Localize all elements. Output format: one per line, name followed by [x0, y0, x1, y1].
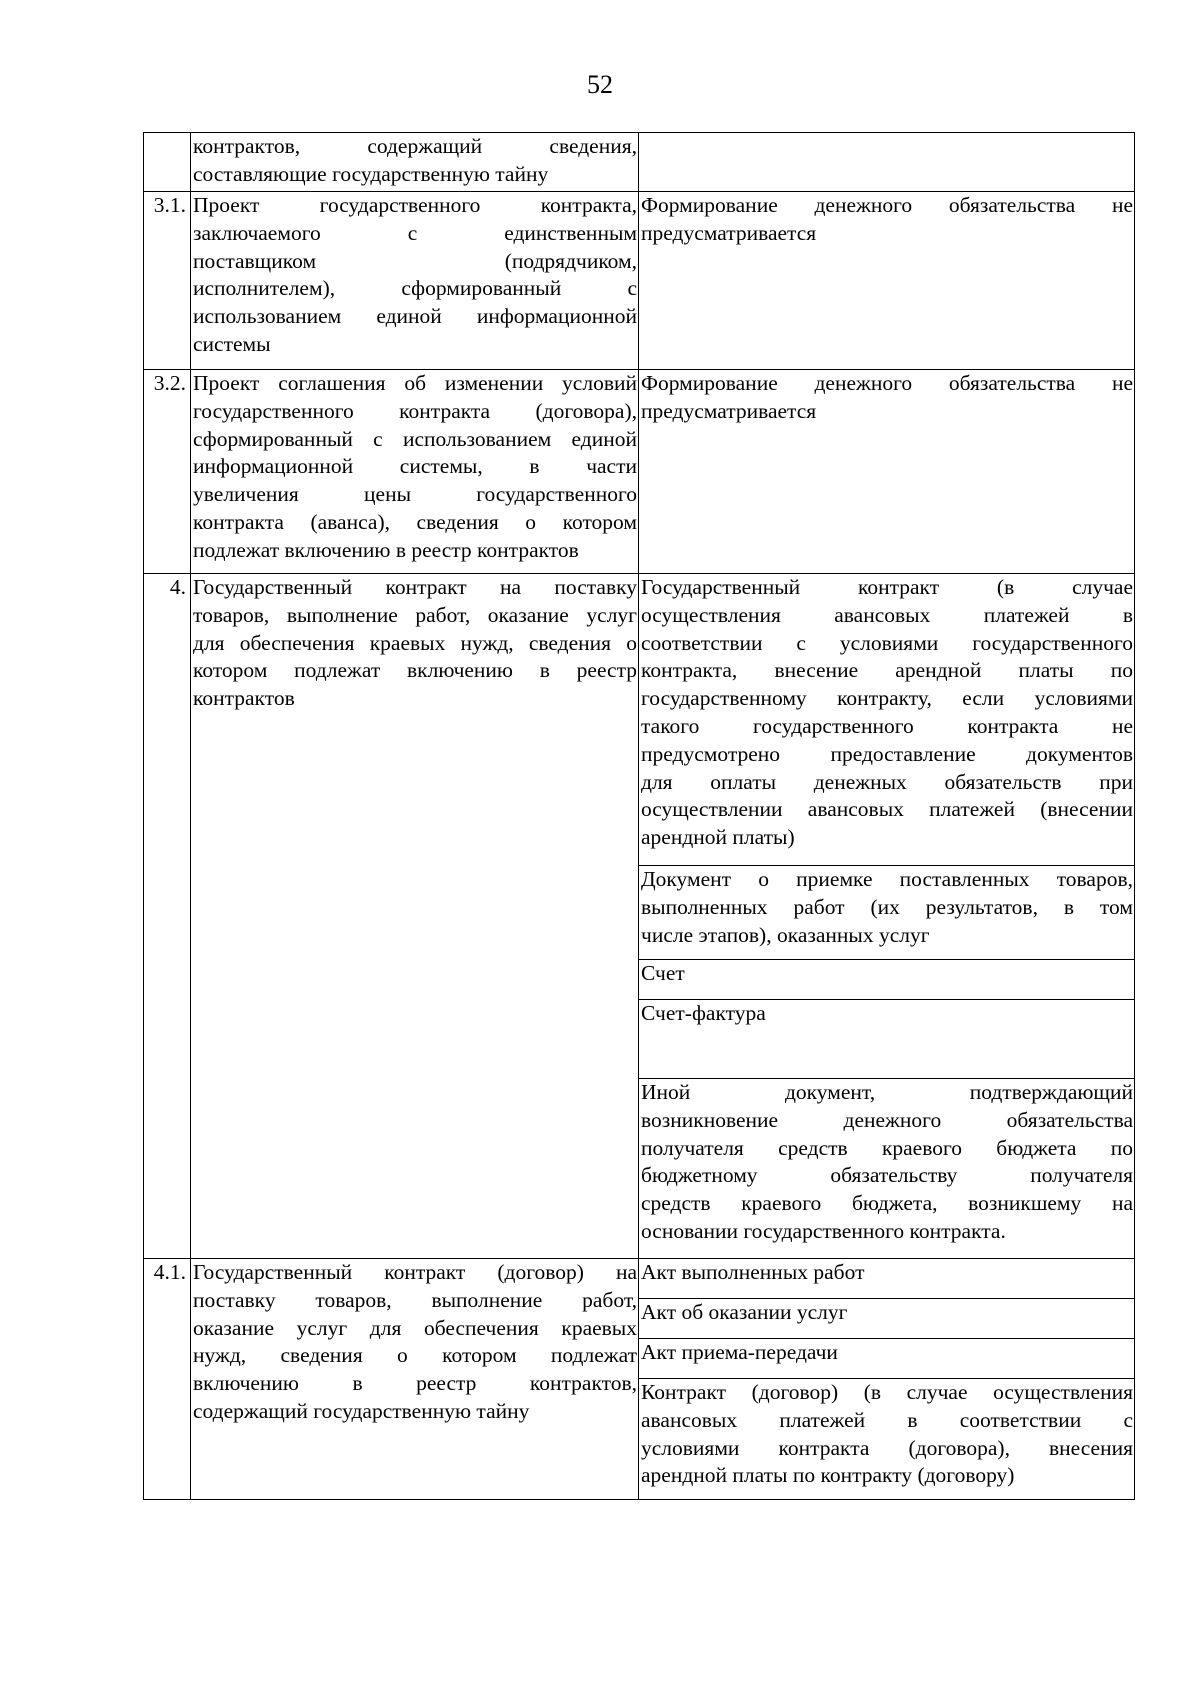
cell-line: Государственный контракт (договор) на [193, 1260, 637, 1284]
cell-line: подлежат включению в реестр контрактов [193, 537, 579, 562]
cell-line: предусматривается [641, 398, 817, 423]
basis-document-cell [639, 192, 1135, 370]
cell-line: системы [193, 331, 271, 356]
cell-line: использованием единой информационной [193, 304, 637, 329]
cell-line: Акт об оказании услуг [641, 1300, 848, 1324]
cell-line: котором подлежат включению в реестр [193, 658, 637, 683]
cell-line: Документ о приемке поставленных товаров, [641, 867, 1133, 891]
cell-line: Проект соглашения об изменении условий [193, 371, 637, 395]
cell-line: выполненных работ (их результатов, в том [641, 894, 1133, 919]
cell-line: Счет [641, 961, 685, 985]
cell-line: Государственный контракт (в случае [641, 575, 1133, 599]
row-number [144, 133, 191, 192]
cell-line: Формирование денежного обязательства не [641, 371, 1133, 395]
cell-line: основании государственного контракта. [641, 1218, 1006, 1243]
cell-line: Формирование денежного обязательства не [641, 193, 1133, 217]
basis-document-cell [639, 960, 1135, 1000]
cell-line: Акт приема-передачи [641, 1340, 838, 1364]
basis-document-cell [639, 866, 1135, 960]
cell-line: увеличения цены государственного [193, 482, 637, 507]
cell-line: товаров, выполнение работ, оказание услуг [193, 602, 637, 627]
basis-document-cell [639, 574, 1135, 866]
document-type-cell [191, 133, 639, 192]
document-type-cell [191, 192, 639, 370]
basis-document-cell [639, 1299, 1135, 1339]
cell-line: такого государственного контракта не [641, 713, 1133, 738]
cell-line: содержащий государственную тайну [193, 1398, 530, 1423]
cell-line: бюджетному обязательству получателя [641, 1163, 1133, 1188]
cell-line: государственного контракта (договора), [193, 398, 637, 423]
cell-line: контрактов [193, 686, 295, 711]
cell-line: авансовых платежей в соответствии с [641, 1407, 1133, 1432]
document-table [143, 132, 1135, 1500]
cell-line: Счет-фактура [641, 1001, 766, 1025]
cell-line: составляющие государственную тайну [193, 161, 549, 186]
row-number: 4.1. [144, 1259, 191, 1500]
table-row [144, 192, 1135, 370]
row-number: 3.1. [144, 192, 191, 370]
basis-document-cell [639, 1079, 1135, 1259]
cell-line: соответствии с условиями государственного [641, 630, 1133, 655]
cell-line: осуществлении авансовых платежей (внесении [641, 797, 1133, 822]
cell-line: поставку товаров, выполнение работ, [193, 1287, 637, 1312]
basis-document-cell [639, 1259, 1135, 1299]
document-type-cell [191, 1259, 639, 1500]
cell-line: контракта (аванса), сведения о котором [193, 509, 637, 534]
cell-line: для обеспечения краевых нужд, сведения о [193, 630, 637, 655]
row-number: 4. [144, 574, 191, 1259]
cell-line: предусмотрено предоставление документов [641, 741, 1133, 766]
cell-line: Акт выполненных работ [641, 1260, 865, 1284]
document-type-cell [191, 574, 639, 1259]
cell-line: информационной системы, в части [193, 454, 637, 479]
basis-document-cell [639, 1339, 1135, 1379]
basis-document-cell [639, 370, 1135, 574]
document-type-cell [191, 370, 639, 574]
cell-line: нужд, сведения о котором подлежат [193, 1343, 637, 1368]
table-row [144, 574, 1135, 866]
page-number: 52 [587, 70, 613, 99]
cell-line: для оплаты денежных обязательств при [641, 769, 1133, 794]
cell-line: осуществления авансовых платежей в [641, 602, 1133, 627]
table-row [144, 133, 1135, 192]
cell-line: оказание услуг для обеспечения краевых [193, 1315, 637, 1340]
cell-line: исполнителем), сформированный с [193, 276, 637, 301]
cell-line: контракта, внесение арендной платы по [641, 658, 1133, 683]
cell-line: Проект государственного контракта, [193, 193, 637, 217]
table-row [144, 1259, 1135, 1299]
cell-line: Государственный контракт на поставку [193, 575, 637, 599]
cell-line: числе этапов), оказанных услуг [641, 922, 930, 947]
cell-line: Иной документ, подтверждающий [641, 1080, 1133, 1104]
basis-document-cell [639, 1000, 1135, 1079]
cell-line: включению в реестр контрактов, [193, 1371, 637, 1396]
cell-line: средств краевого бюджета, возникшему на [641, 1191, 1133, 1216]
cell-line: арендной платы) [641, 825, 795, 850]
cell-line: сформированный с использованием единой [193, 426, 637, 451]
cell-line: Контракт (договор) (в случае осуществления [641, 1380, 1133, 1404]
basis-document-cell [639, 133, 1135, 192]
cell-line: получателя средств краевого бюджета по [641, 1135, 1133, 1160]
cell-line: арендной платы по контракту (договору) [641, 1463, 1015, 1488]
table-row [144, 370, 1135, 574]
cell-line: контрактов, содержащий сведения, [193, 134, 637, 158]
cell-line: условиями контракта (договора), внесения [641, 1435, 1133, 1460]
cell-line: возникновение денежного обязательства [641, 1107, 1133, 1132]
cell-line: поставщиком (подрядчиком, [193, 248, 637, 273]
row-number: 3.2. [144, 370, 191, 574]
cell-line: заключаемого с единственным [193, 220, 637, 245]
cell-line: государственному контракту, если условиями [641, 686, 1133, 711]
basis-document-cell [639, 1379, 1135, 1500]
cell-line: предусматривается [641, 220, 817, 245]
